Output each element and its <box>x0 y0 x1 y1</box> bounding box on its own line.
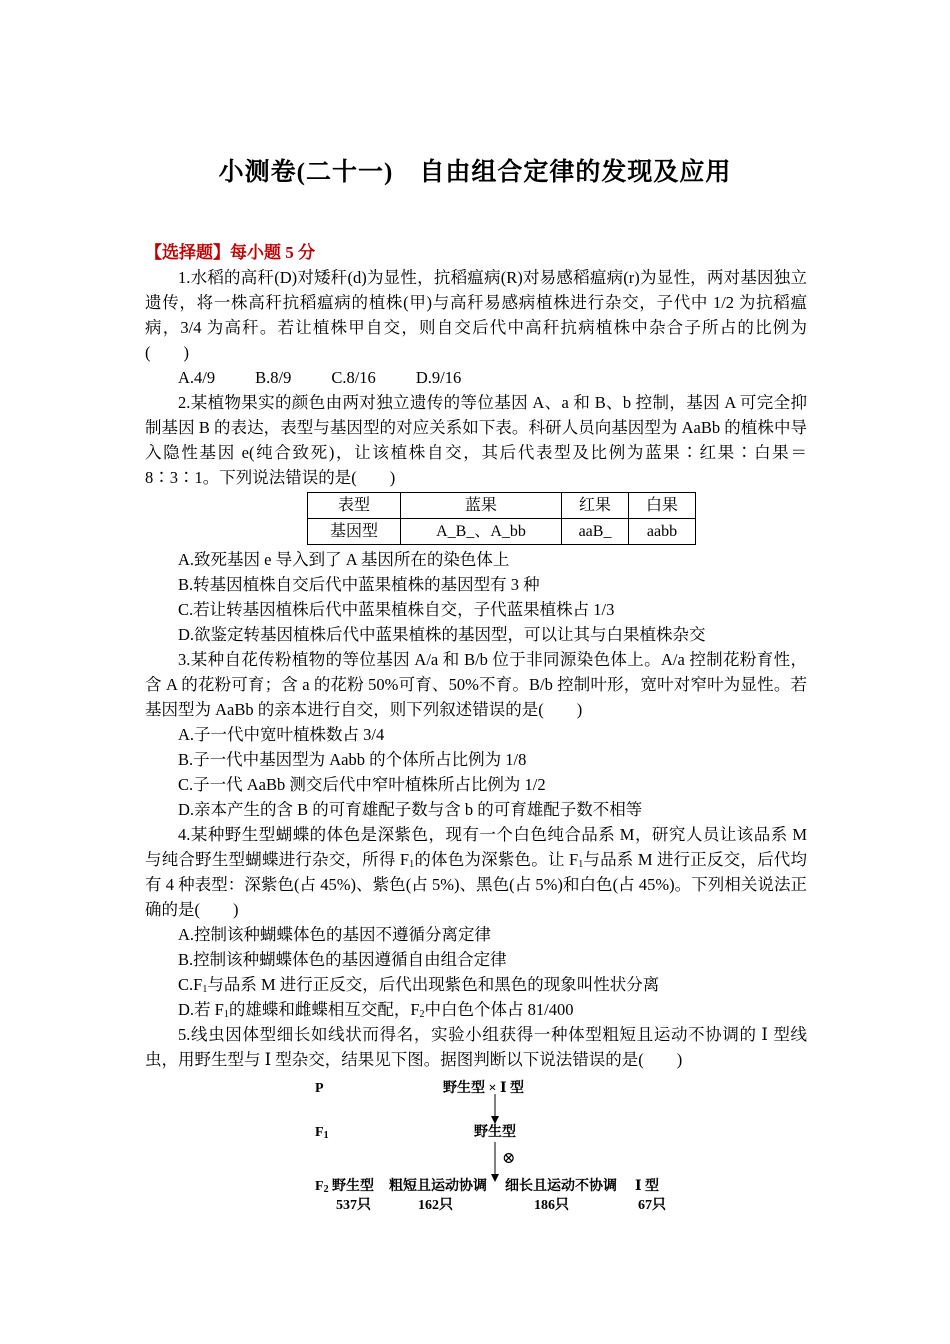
f1-phenotype: 野生型 <box>474 1125 516 1140</box>
table-cell: A_B_、A_bb <box>401 519 562 545</box>
table-row <box>308 519 696 545</box>
f1-label <box>315 1120 329 1145</box>
q2-option-b[interactable]: B.转基因植株自交后代中蓝果植株的基因型有 3 种 <box>178 575 540 594</box>
q2-option-d[interactable]: D.欲鉴定转基因植株后代中蓝果植株的基因型，可以让其与白果植株杂交 <box>178 625 706 644</box>
f2-count: 537只 <box>336 1198 371 1213</box>
option-text: C.F <box>178 975 203 994</box>
q4-option-b[interactable]: B.控制该种蝴蝶体色的基因遵循自由组合定律 <box>178 950 507 969</box>
section-heading <box>145 240 807 265</box>
table-cell: 蓝果 <box>401 493 562 519</box>
question-5-stem: 5.线虫因体型细长如线状而得名，实验小组获得一种体型粗短且运动不协调的 Ⅰ 型线虫，用野生型与 Ⅰ 型杂交，结果见下图。据图判断以下说法错误的是( ) <box>145 1025 807 1069</box>
question-4-stem <box>145 822 807 922</box>
table-cell: aaB_ <box>562 519 629 545</box>
q1-option-a[interactable]: A.4/9 <box>178 368 216 387</box>
q3-option-c[interactable]: C.子一代 AaBb 测交后代中窄叶植株所占比例为 1/2 <box>178 775 546 794</box>
label-text: F <box>315 1125 324 1140</box>
label-text: F <box>315 1179 324 1194</box>
p-generation-label: P <box>315 1081 324 1096</box>
subscript: 1 <box>409 859 415 870</box>
subscript: 1 <box>578 859 584 870</box>
q4-option-c[interactable] <box>145 972 807 997</box>
question-1-options <box>145 365 807 390</box>
question-2-stem: 2.某植物果实的颜色由两对独立遗传的等位基因 A、a 和 B、b 控制，基因 A 可完全抑制基因 B 的表达，表型与基因型的对应关系如下表。科研人员向基因型为 AaBb 的植株中导入隐性基因 e(纯合致死)，让该植株自交，其后代表型及比例为蓝果∶红果∶白果＝8∶3∶1。下列说法错误的是( ) <box>145 393 807 487</box>
f2-phenotype: 野生型 <box>332 1179 374 1194</box>
section-bracket: 【选择题】 <box>145 243 230 262</box>
q1-option-d[interactable]: D.9/16 <box>415 368 462 387</box>
question-3-stem: 3.某种自花传粉植物的等位基因 A/a 和 B/b 位于非同源染色体上。A/a 控制花粉育性，含 A 的花粉可育；含 a 的花粉 50%可育、50%不育。B/b 控制叶形，宽叶对窄叶为显性。若基因型为 AaBb 的亲本进行自交，则下列叙述错误的是( ) <box>145 650 807 719</box>
page-title: 小测卷(二十一) 自由组合定律的发现及应用 <box>218 159 732 186</box>
q4-stem-part: 4.某种野生型蝴蝶的体色是深紫色，现有一个白色纯合品系 M，研究人员让该品系 M 与纯合野生型蝴蝶进行杂交，所得 F <box>145 825 807 869</box>
f2-phenotype: 粗短且运动协调 <box>389 1179 487 1194</box>
q4-option-d[interactable] <box>145 997 807 1022</box>
q2-option-a[interactable]: A.致死基因 e 导入到了 A 基因所在的染色体上 <box>178 550 510 569</box>
option-text: 中白色个体占 81/400 <box>424 1000 574 1019</box>
f2-phenotype: 细长且运动不协调 <box>505 1179 617 1194</box>
table-cell: 表型 <box>308 493 401 519</box>
subscript: 2 <box>419 1009 425 1020</box>
table-cell: 白果 <box>629 493 696 519</box>
subscript: 1 <box>202 984 208 995</box>
option-text: 的雄蝶和雌蝶相互交配，F <box>228 1000 420 1019</box>
q3-option-d[interactable]: D.亲本产生的含 B 的可育雄配子数与含 b 的可育雄配子数不相等 <box>178 800 643 819</box>
q2-option-c[interactable]: C.若让转基因植株后代中蓝果植株自交，子代蓝果植株占 1/3 <box>178 600 615 619</box>
section-note: 每小题 5 分 <box>230 243 315 262</box>
f2-count: 186只 <box>534 1198 569 1213</box>
p-cross: 野生型 × Ⅰ 型 <box>443 1081 525 1096</box>
f2-phenotype: Ⅰ 型 <box>635 1179 660 1194</box>
f2-label <box>315 1174 329 1199</box>
table-row <box>308 493 696 519</box>
q4-stem-part: 的体色为深紫色。让 F <box>414 850 579 869</box>
f2-count: 67只 <box>638 1198 666 1213</box>
option-text: D.若 F <box>178 1000 224 1019</box>
q4-stem-part: 与品系 M 进行正反交，后代均有 4 种表型：深紫色(占 45%)、紫色(占 5%)、黑色(占 5%)和白色(占 45%)。下列相关说法正确的是( ) <box>145 850 807 919</box>
table-cell: aabb <box>629 519 696 545</box>
genotype-table <box>307 492 696 545</box>
q1-option-b[interactable]: B.8/9 <box>255 368 292 387</box>
question-1-stem: 1.水稻的高秆(D)对矮秆(d)为显性，抗稻瘟病(R)对易感稻瘟病(r)为显性，两对基因独立遗传，将一株高秆抗稻瘟病的植株(甲)与高秆易感病植株进行杂交，子代中 1/2 为抗稻瘟病，3/4 为高秆。若让植株甲自交，则自交后代中高秆抗病植株中杂合子所占的比例为( ) <box>145 268 807 362</box>
f2-count: 162只 <box>418 1198 453 1213</box>
option-text: 与品系 M 进行正反交，后代出现紫色和黑色的现象叫性状分离 <box>207 975 660 994</box>
q3-option-a[interactable]: A.子一代中宽叶植株数占 3/4 <box>178 725 385 744</box>
table-cell: 基因型 <box>308 519 401 545</box>
self-cross-symbol: ⊗ <box>502 1150 516 1167</box>
table-cell: 红果 <box>562 493 629 519</box>
q4-option-a[interactable]: A.控制该种蝴蝶体色的基因不遵循分离定律 <box>178 925 492 944</box>
subscript: 1 <box>223 1009 229 1020</box>
content <box>145 240 807 1216</box>
cross-diagram <box>145 1076 807 1216</box>
q1-option-c[interactable]: C.8/16 <box>331 368 376 387</box>
q3-option-b[interactable]: B.子一代中基因型为 Aabb 的个体所占比例为 1/8 <box>178 750 527 769</box>
subscript: 2 <box>323 1184 329 1195</box>
subscript: 1 <box>323 1130 329 1141</box>
